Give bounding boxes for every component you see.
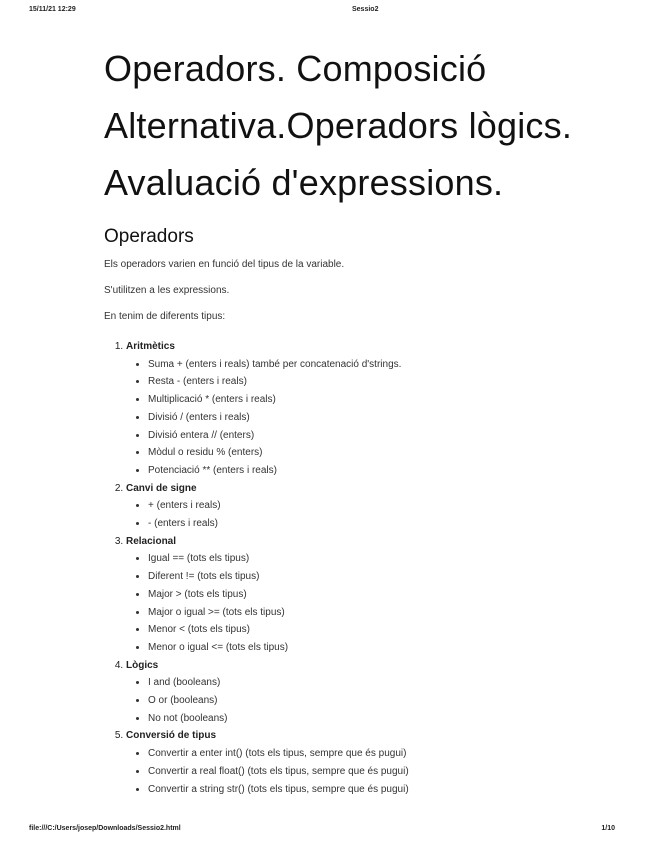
category-label: Relacional — [126, 535, 177, 547]
operator-item: • Convertir a enter int() (tots els tipus, sempre que és pugui) — [148, 745, 624, 763]
operator-list — [126, 356, 624, 480]
operator-item: • Menor < (tots els tipus) — [148, 621, 624, 639]
title-line: Operadors. Composició — [104, 48, 487, 89]
paragraph: En tenim de diferents tipus: — [104, 311, 226, 322]
operator-list — [126, 745, 624, 798]
print-url: file:///C:/Users/josep/Downloads/Sessio2.html — [29, 825, 181, 832]
category-item — [126, 338, 624, 480]
category-label: Conversió de tipus — [126, 730, 217, 742]
category-label: Canvi de signe — [126, 482, 197, 494]
page-number: 1/10 — [601, 825, 615, 832]
category-item — [126, 657, 624, 728]
operator-item: • Major o igual >= (tots els tipus) — [148, 604, 624, 622]
operator-list — [126, 674, 624, 727]
operator-item: • O or (booleans) — [148, 692, 624, 710]
operator-categories-list — [104, 338, 624, 798]
operator-item: • - (enters i reals) — [148, 515, 624, 533]
operator-item: • Potenciació ** (enters i reals) — [148, 462, 624, 480]
title-line: Avaluació d'expressions. — [104, 162, 504, 203]
paragraph: Els operadors varien en funció del tipus de la variable. — [104, 259, 345, 270]
operator-item: • Major > (tots els tipus) — [148, 586, 624, 604]
operator-list — [126, 550, 624, 656]
operator-item: • Mòdul o residu % (enters) — [148, 444, 624, 462]
operator-item: • Convertir a real float() (tots els tipus, sempre que és pugui) — [148, 763, 624, 781]
operator-item: • Convertir a string str() (tots els tipus, sempre que és pugui) — [148, 781, 624, 799]
category-label: Lògics — [126, 659, 159, 671]
print-tab-title: Sessio2 — [352, 6, 379, 13]
paragraph: S'utilitzen a les expressions. — [104, 285, 230, 296]
operator-item: • Menor o igual <= (tots els tipus) — [148, 639, 624, 657]
operator-item: • Diferent != (tots els tipus) — [148, 568, 624, 586]
page-title — [104, 40, 624, 211]
operator-item: • Igual == (tots els tipus) — [148, 550, 624, 568]
section-heading: Operadors — [104, 226, 194, 247]
operator-item: • No not (booleans) — [148, 710, 624, 728]
operator-item: • Divisió entera // (enters) — [148, 427, 624, 445]
document-content — [104, 40, 624, 798]
operator-list — [126, 497, 624, 532]
category-item — [126, 480, 624, 533]
operator-item: • I and (booleans) — [148, 674, 624, 692]
category-label: Aritmètics — [126, 341, 175, 352]
operator-item: • + (enters i reals) — [148, 497, 624, 515]
category-item — [126, 727, 624, 798]
operator-item: • Divisió / (enters i reals) — [148, 409, 624, 427]
operator-item: • Resta - (enters i reals) — [148, 373, 624, 391]
operator-item: • Multiplicació * (enters i reals) — [148, 391, 624, 409]
print-date: 15/11/21 12:29 — [29, 6, 76, 13]
title-line: Alternativa.Operadors lògics. — [104, 105, 573, 146]
operator-item: • Suma + (enters i reals) també per concatenació d'strings. — [148, 356, 624, 374]
category-item — [126, 533, 624, 657]
